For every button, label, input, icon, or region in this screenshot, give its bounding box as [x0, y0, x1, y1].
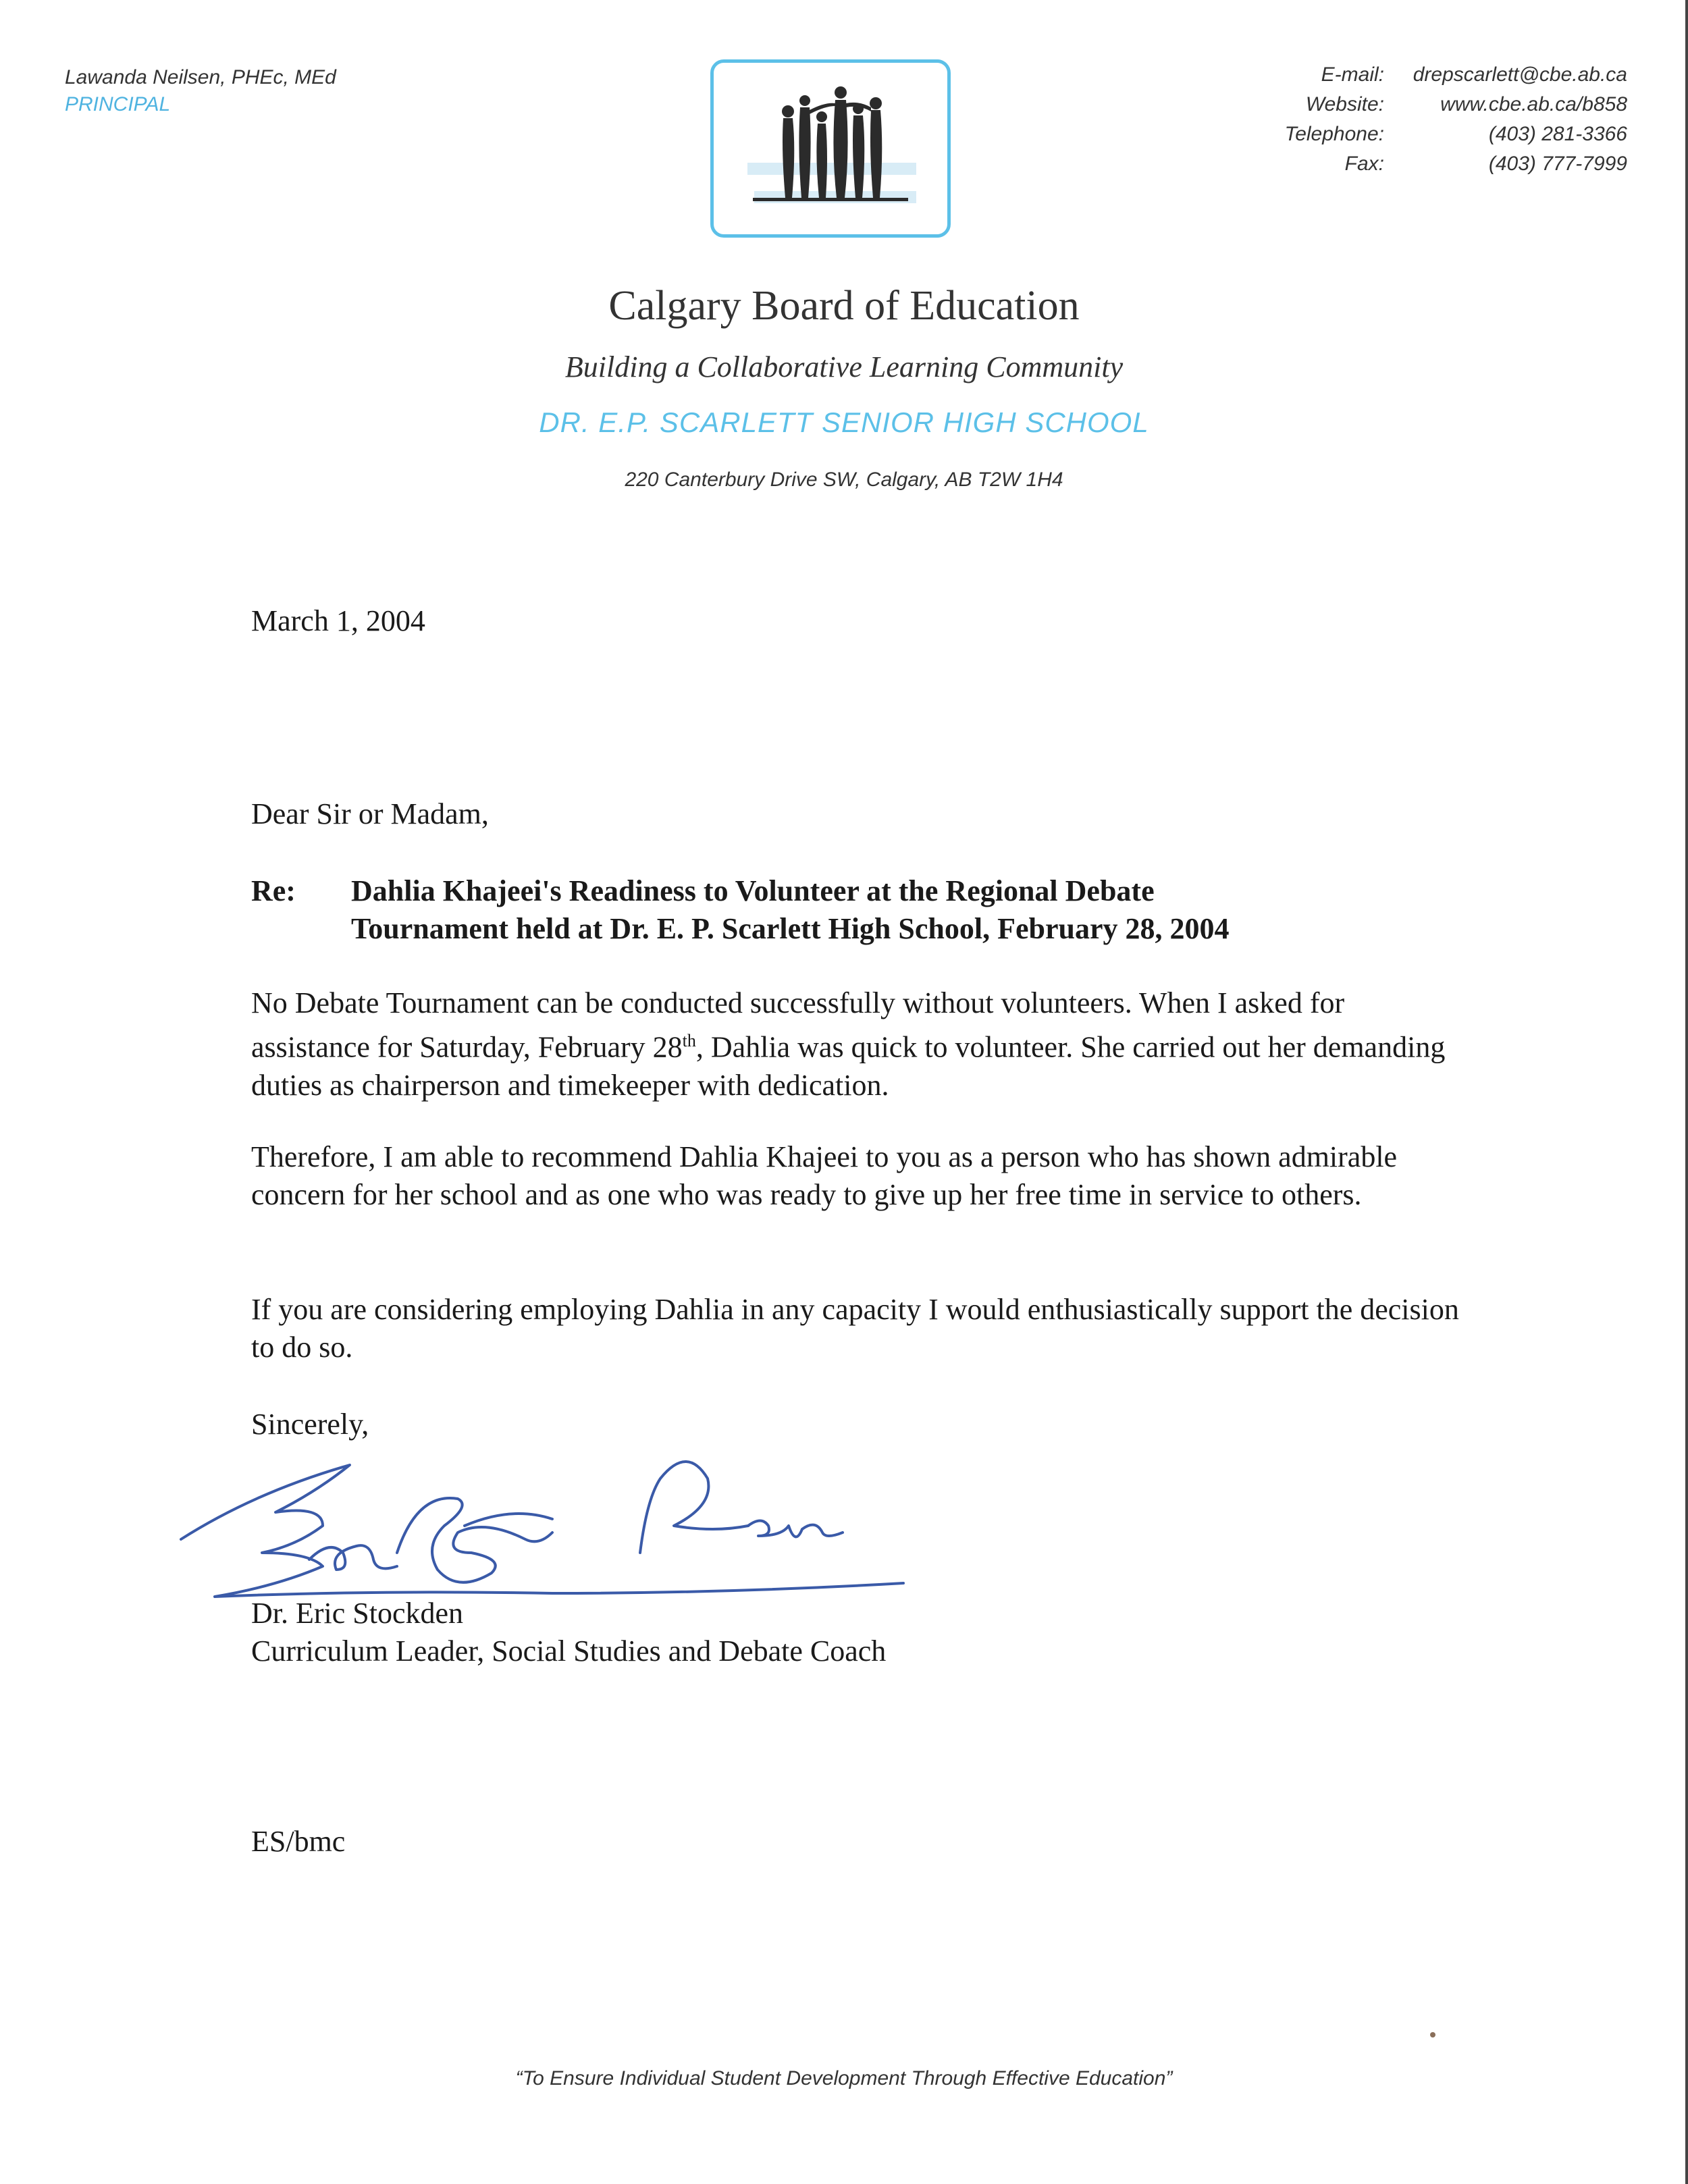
subject-line-2: Tournament held at Dr. E. P. Scarlett High School, February 28, 2004	[351, 912, 1230, 945]
letter-date: March 1, 2004	[251, 604, 425, 637]
school-address: 220 Canterbury Drive SW, Calgary, AB T2W 1H4	[625, 469, 1063, 491]
school-logo	[710, 59, 951, 238]
school-name: DR. E.P. SCARLETT SENIOR HIGH SCHOOL	[539, 406, 1149, 438]
figures-sculpture-icon	[714, 63, 947, 234]
tagline: Building a Collaborative Learning Community	[564, 350, 1124, 383]
scan-edge	[1685, 0, 1688, 2184]
handwritten-signature	[174, 1451, 917, 1614]
signer-title: Curriculum Leader, Social Studies and Debate Coach	[251, 1634, 887, 1668]
closing: Sincerely,	[251, 1408, 369, 1441]
contact-fax	[1087, 153, 1627, 182]
contact-label: Fax:	[1344, 153, 1384, 175]
fax-value: (403) 777-7999	[1488, 153, 1627, 175]
telephone-value: (403) 281-3366	[1488, 123, 1627, 145]
scan-speck	[1430, 2032, 1435, 2037]
contact-label: Telephone:	[1284, 123, 1384, 145]
salutation: Dear Sir or Madam,	[251, 797, 489, 830]
reference-initials: ES/bmc	[251, 1825, 346, 1858]
ordinal-suffix: th	[682, 1031, 696, 1050]
principal-title: PRINCIPAL	[65, 93, 171, 115]
contact-email	[1087, 63, 1627, 93]
paragraph-1-end: , Dahlia was quick to volunteer. She carried out her demanding duties as chairperson and timekeeper with dedication.	[251, 1030, 1446, 1102]
website-value: www.cbe.ab.ca/b858	[1440, 93, 1627, 115]
subject-line-1: Dahlia Khajeei's Readiness to Volunteer at the Regional Debate	[351, 874, 1155, 907]
contact-telephone	[1087, 123, 1627, 153]
paragraph-1	[251, 984, 1467, 1104]
email-value: drepscarlett@cbe.ab.ca	[1413, 63, 1627, 86]
subject-line	[351, 872, 1431, 948]
signer-name: Dr. Eric Stockden	[251, 1597, 464, 1630]
contact-label: E-mail:	[1321, 63, 1384, 86]
paragraph-3: If you are considering employing Dahlia in any capacity I would enthusiastically support the decision to do so.	[251, 1293, 1459, 1364]
paragraph-2: Therefore, I am able to recommend Dahlia Khajeei to you as a person who has shown admirable concern for her school and as one who was ready to give up her free time in service to others.	[251, 1140, 1398, 1211]
footer-motto: “To Ensure Individual Student Development Through Effective Education”	[515, 2067, 1173, 2089]
contact-label: Website:	[1305, 93, 1384, 115]
re-label: Re:	[251, 874, 296, 907]
contact-website	[1087, 93, 1627, 123]
paragraph-1-start: No Debate Tournament can be conducted successfully without volunteers. When I asked for assistance for Saturday, February 28	[251, 986, 1345, 1064]
principal-name: Lawanda Neilsen, PHEc, MEd	[65, 66, 336, 88]
board-name: Calgary Board of Education	[608, 283, 1080, 329]
